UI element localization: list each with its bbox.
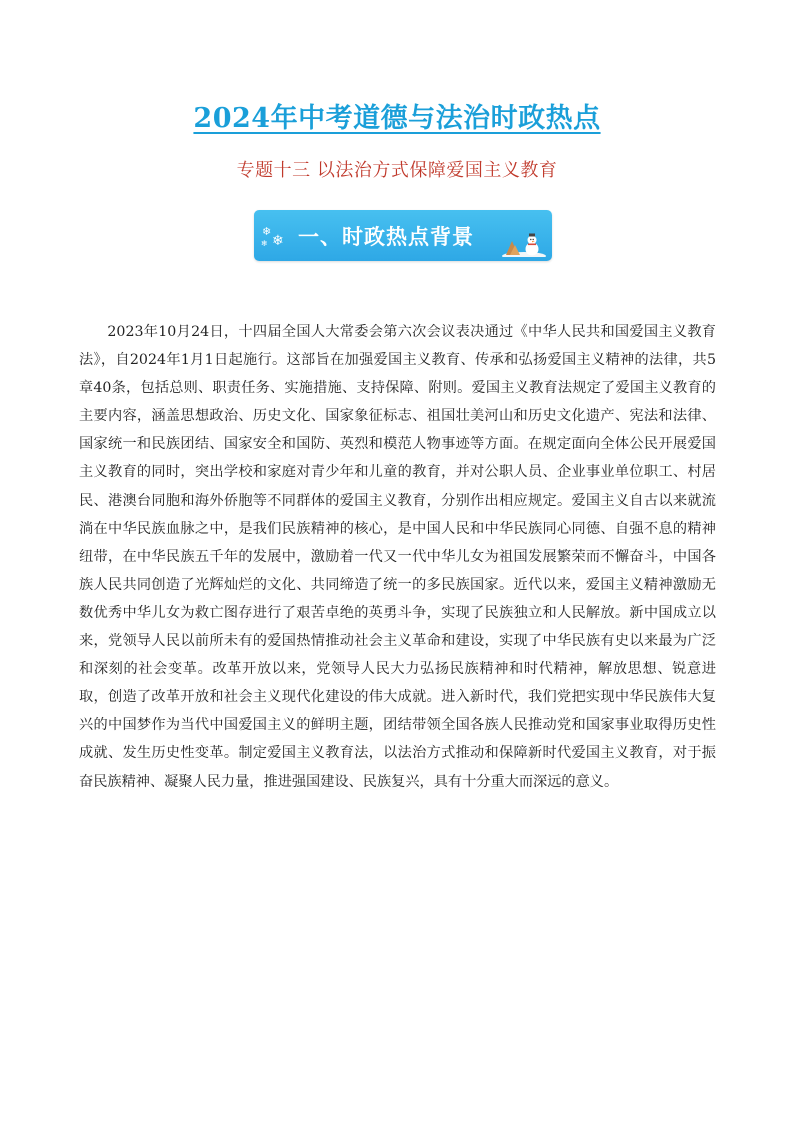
document-title: 2024年中考道德与法治时政热点 [193,103,601,134]
snowman-scene-icon [502,227,546,257]
snowflake-icon: ❄ [272,233,284,249]
body-paragraph: 2023年10月24日，十四届全国人大常委会第六次会议表决通过《中华人民共和国爱国主义教育法》，自2024年1月1日起施行。这部旨在加强爱国主义教育、传承和弘扬爱国主义精神的法律，共5章40条，包括总则、职责任务、实施措施、支持保障、附则。爱国主义教育法规定了爱国主义教育的主要内容，涵盖思想政治、历史文化、国家象征标志、祖国壮美河山和历史文化遗产、宪法和法律、国家统一和民族团结、国家安全和国防、英烈和模范人物事迹等方面。在规定面向全体公民开展爱国主义教育的同时，突出学校和家庭对青少年和儿童的教育，并对公职人员、企业事业单位职工、村居民、港澳台同胞和海外侨胞等不同群体的爱国主义教育，分别作出相应规定。爱国主义自古以来就流淌在中华民族血脉之中，是我们民族精神的核心，是中国人民和中华民族同心同德、自强不息的精神纽带，在中华民族五千年的发展中，激励着一代又一代中华儿女为祖国发展繁荣而不懈奋斗，中国各族人民共同创造了光辉灿烂的文化、共同缔造了统一的多民族国家。近代以来，爱国主义精神激励无数优秀中华儿女为救亡图存进行了艰苦卓绝的英勇斗争，实现了民族独立和人民解放。新中国成立以来，党领导人民以前所未有的爱国热情推动社会主义革命和建设，实现了中华民族有史以来最为广泛和深刻的社会变革。改革开放以来，党领导人民大力弘扬民族精神和时代精神，解放思想、锐意进取，创造了改革开放和社会主义现代化建设的伟大成就。进入新时代，我们党把实现中华民族伟大复兴的中国梦作为当代中国爱国主义的鲜明主题，团结带领全国各族人民推动党和国家事业取得历史性成就、发生历史性变革。制定爱国主义教育法，以法治方式推动和保障新时代爱国主义教育，对于振奋民族精神、凝聚人民力量，推进强国建设、民族复兴，具有十分重大而深远的意义。 [79,324,716,790]
section-heading: 一、时政热点背景 [298,225,474,249]
section-banner [254,210,552,261]
snowflake-icon: ❄ [261,239,268,248]
snowflake-icon: ❄ [262,225,272,238]
document-subtitle: 专题十三 以法治方式保障爱国主义教育 [236,160,558,181]
